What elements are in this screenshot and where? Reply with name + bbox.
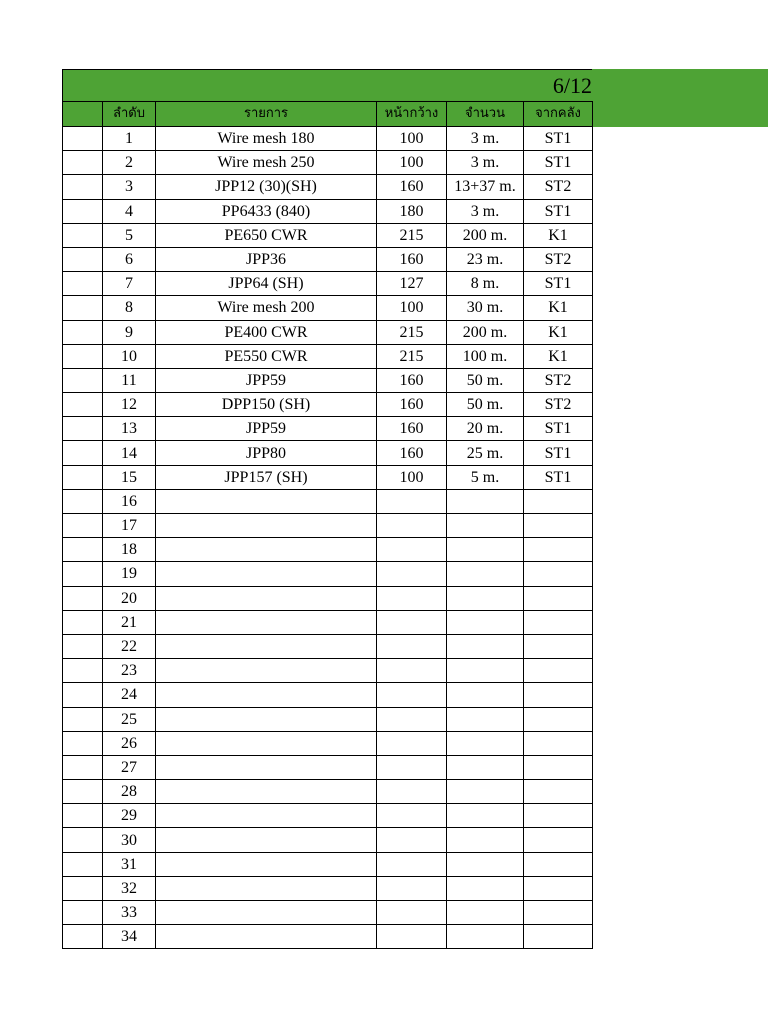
order-cell[interactable]: 25 [103,707,156,731]
item-cell[interactable] [156,489,377,513]
width-cell[interactable] [377,514,447,538]
item-cell[interactable]: DPP150 (SH) [156,393,377,417]
width-cell[interactable]: 160 [377,175,447,199]
from-warehouse-cell[interactable] [524,828,593,852]
from-warehouse-cell[interactable] [524,901,593,925]
quantity-cell[interactable] [447,683,524,707]
width-cell[interactable]: 215 [377,320,447,344]
order-cell[interactable]: 1 [103,127,156,151]
quantity-cell[interactable] [447,731,524,755]
quantity-cell[interactable] [447,876,524,900]
from-warehouse-cell[interactable]: K1 [524,344,593,368]
header-row [63,102,593,127]
width-cell[interactable]: 215 [377,223,447,247]
quantity-cell[interactable]: 100 m. [447,344,524,368]
blank-cell[interactable] [63,199,103,223]
table-row [63,586,593,610]
order-cell[interactable]: 27 [103,755,156,779]
width-cell[interactable]: 100 [377,151,447,175]
blank-cell[interactable] [63,804,103,828]
table-row [63,683,593,707]
blank-cell[interactable] [63,393,103,417]
width-cell[interactable] [377,901,447,925]
quantity-cell[interactable] [447,901,524,925]
order-cell[interactable]: 26 [103,731,156,755]
blank-cell[interactable] [63,562,103,586]
table-row [63,659,593,683]
blank-cell[interactable] [63,127,103,151]
item-cell[interactable] [156,901,377,925]
quantity-cell[interactable] [447,707,524,731]
quantity-cell[interactable] [447,804,524,828]
width-cell[interactable] [377,683,447,707]
blank-cell[interactable] [63,586,103,610]
blank-cell[interactable] [63,465,103,489]
table-row [63,828,593,852]
from-warehouse-cell[interactable]: K1 [524,320,593,344]
table-row [63,925,593,949]
blank-cell[interactable] [63,223,103,247]
order-cell[interactable]: 5 [103,223,156,247]
order-cell[interactable]: 21 [103,610,156,634]
order-cell[interactable]: 13 [103,417,156,441]
item-cell[interactable]: PE650 CWR [156,223,377,247]
table-row [63,804,593,828]
from-warehouse-cell[interactable]: ST1 [524,272,593,296]
width-cell[interactable]: 215 [377,344,447,368]
item-cell[interactable] [156,586,377,610]
width-cell[interactable]: 100 [377,127,447,151]
width-cell[interactable] [377,780,447,804]
blank-cell[interactable] [63,876,103,900]
order-cell[interactable]: 33 [103,901,156,925]
item-cell[interactable] [156,755,377,779]
quantity-cell[interactable]: 3 m. [447,151,524,175]
blank-cell[interactable] [63,538,103,562]
blank-cell[interactable] [63,296,103,320]
from-warehouse-cell[interactable]: K1 [524,296,593,320]
blank-cell[interactable] [63,272,103,296]
quantity-cell[interactable]: 50 m. [447,368,524,392]
from-warehouse-cell[interactable] [524,659,593,683]
table-row [63,876,593,900]
order-cell[interactable]: 6 [103,247,156,271]
order-cell[interactable]: 31 [103,852,156,876]
header-width[interactable]: หน้ากว้าง [377,102,447,127]
order-cell[interactable]: 29 [103,804,156,828]
blank-cell[interactable] [63,780,103,804]
width-cell[interactable] [377,876,447,900]
table-row [63,175,593,199]
header-quantity[interactable]: จำนวน [447,102,524,127]
table-row [63,296,593,320]
quantity-cell[interactable]: 3 m. [447,199,524,223]
item-cell[interactable] [156,707,377,731]
table-row [63,852,593,876]
order-cell[interactable]: 2 [103,151,156,175]
table-body [63,127,593,949]
order-cell[interactable]: 10 [103,344,156,368]
from-warehouse-cell[interactable] [524,538,593,562]
item-cell[interactable] [156,514,377,538]
width-cell[interactable] [377,804,447,828]
quantity-cell[interactable]: 5 m. [447,465,524,489]
order-cell[interactable]: 19 [103,562,156,586]
table-row [63,199,593,223]
blank-cell[interactable] [63,634,103,658]
width-cell[interactable] [377,707,447,731]
item-cell[interactable] [156,804,377,828]
width-cell[interactable] [377,828,447,852]
quantity-cell[interactable] [447,634,524,658]
from-warehouse-cell[interactable]: ST2 [524,175,593,199]
item-cell[interactable]: PE550 CWR [156,344,377,368]
item-cell[interactable]: JPP12 (30)(SH) [156,175,377,199]
item-cell[interactable]: JPP157 (SH) [156,465,377,489]
width-cell[interactable] [377,562,447,586]
width-cell[interactable]: 160 [377,247,447,271]
from-warehouse-cell[interactable] [524,634,593,658]
width-cell[interactable]: 160 [377,368,447,392]
order-cell[interactable]: 30 [103,828,156,852]
from-warehouse-cell[interactable] [524,852,593,876]
order-cell[interactable]: 9 [103,320,156,344]
item-cell[interactable] [156,780,377,804]
table-row [63,514,593,538]
from-warehouse-cell[interactable]: ST1 [524,127,593,151]
quantity-cell[interactable] [447,828,524,852]
width-cell[interactable] [377,731,447,755]
order-cell[interactable]: 16 [103,489,156,513]
item-cell[interactable]: JPP59 [156,417,377,441]
item-cell[interactable] [156,683,377,707]
blank-cell[interactable] [63,828,103,852]
item-cell[interactable]: JPP59 [156,368,377,392]
order-cell[interactable]: 32 [103,876,156,900]
quantity-cell[interactable] [447,489,524,513]
quantity-cell[interactable]: 23 m. [447,247,524,271]
quantity-cell[interactable] [447,780,524,804]
sheet-title: 6/12 [552,73,592,98]
table-row [63,562,593,586]
item-cell[interactable] [156,634,377,658]
table-row [63,320,593,344]
blank-cell[interactable] [63,852,103,876]
quantity-cell[interactable]: 3 m. [447,127,524,151]
quantity-cell[interactable]: 200 m. [447,320,524,344]
quantity-cell[interactable]: 20 m. [447,417,524,441]
quantity-cell[interactable] [447,562,524,586]
order-cell[interactable]: 11 [103,368,156,392]
item-cell[interactable] [156,659,377,683]
width-cell[interactable] [377,852,447,876]
from-warehouse-cell[interactable] [524,731,593,755]
blank-cell[interactable] [63,514,103,538]
order-cell[interactable]: 20 [103,586,156,610]
from-warehouse-cell[interactable] [524,707,593,731]
from-warehouse-cell[interactable] [524,514,593,538]
blank-cell[interactable] [63,707,103,731]
blank-cell[interactable] [63,368,103,392]
table-row [63,489,593,513]
order-cell[interactable]: 8 [103,296,156,320]
order-cell[interactable]: 34 [103,925,156,949]
order-cell[interactable]: 23 [103,659,156,683]
item-cell[interactable] [156,731,377,755]
table-row [63,223,593,247]
table-row [63,755,593,779]
width-cell[interactable]: 160 [377,441,447,465]
blank-cell[interactable] [63,489,103,513]
table-row [63,127,593,151]
blank-cell[interactable] [63,320,103,344]
from-warehouse-cell[interactable] [524,489,593,513]
item-cell[interactable] [156,828,377,852]
from-warehouse-cell[interactable] [524,755,593,779]
table-row [63,247,593,271]
inventory-table [62,101,593,949]
blank-cell[interactable] [63,925,103,949]
table-row [63,610,593,634]
quantity-cell[interactable] [447,514,524,538]
quantity-cell[interactable]: 25 m. [447,441,524,465]
table-row [63,538,593,562]
blank-cell[interactable] [63,175,103,199]
from-warehouse-cell[interactable]: K1 [524,223,593,247]
table-row [63,707,593,731]
order-cell[interactable]: 14 [103,441,156,465]
table-row [63,901,593,925]
table-row [63,634,593,658]
quantity-cell[interactable]: 13+37 m. [447,175,524,199]
width-cell[interactable] [377,634,447,658]
order-cell[interactable]: 17 [103,514,156,538]
blank-cell[interactable] [63,417,103,441]
order-cell[interactable]: 22 [103,634,156,658]
table-row [63,368,593,392]
item-cell[interactable]: PP6433 (840) [156,199,377,223]
width-cell[interactable] [377,925,447,949]
table-row [63,344,593,368]
from-warehouse-cell[interactable] [524,780,593,804]
width-cell[interactable]: 127 [377,272,447,296]
item-cell[interactable]: JPP64 (SH) [156,272,377,296]
blank-cell[interactable] [63,441,103,465]
item-cell[interactable] [156,562,377,586]
blank-cell[interactable] [63,755,103,779]
quantity-cell[interactable] [447,852,524,876]
blank-cell[interactable] [63,344,103,368]
from-warehouse-cell[interactable] [524,562,593,586]
item-cell[interactable]: JPP36 [156,247,377,271]
order-cell[interactable]: 24 [103,683,156,707]
order-cell[interactable]: 3 [103,175,156,199]
table-row [63,272,593,296]
quantity-cell[interactable]: 30 m. [447,296,524,320]
from-warehouse-cell[interactable]: ST1 [524,151,593,175]
header-blank[interactable] [63,102,103,127]
from-warehouse-cell[interactable] [524,876,593,900]
quantity-cell[interactable] [447,755,524,779]
item-cell[interactable] [156,610,377,634]
width-cell[interactable]: 100 [377,465,447,489]
blank-cell[interactable] [63,683,103,707]
width-cell[interactable] [377,586,447,610]
width-cell[interactable]: 180 [377,199,447,223]
order-cell[interactable]: 4 [103,199,156,223]
table-row [63,393,593,417]
item-cell[interactable]: JPP80 [156,441,377,465]
header-from-warehouse[interactable]: จากคลัง [524,102,593,127]
quantity-cell[interactable]: 50 m. [447,393,524,417]
quantity-cell[interactable] [447,925,524,949]
table-row [63,417,593,441]
width-cell[interactable] [377,755,447,779]
from-warehouse-cell[interactable]: ST1 [524,465,593,489]
table-row [63,731,593,755]
quantity-cell[interactable]: 8 m. [447,272,524,296]
item-cell[interactable]: Wire mesh 180 [156,127,377,151]
from-warehouse-cell[interactable]: ST2 [524,247,593,271]
width-cell[interactable]: 100 [377,296,447,320]
item-cell[interactable]: PE400 CWR [156,320,377,344]
from-warehouse-cell[interactable]: ST2 [524,368,593,392]
quantity-cell[interactable] [447,538,524,562]
order-cell[interactable]: 18 [103,538,156,562]
blank-cell[interactable] [63,247,103,271]
item-cell[interactable] [156,538,377,562]
from-warehouse-cell[interactable] [524,586,593,610]
header-order[interactable]: ลำดับ [103,102,156,127]
from-warehouse-cell[interactable]: ST1 [524,441,593,465]
item-cell[interactable]: Wire mesh 250 [156,151,377,175]
quantity-cell[interactable]: 200 m. [447,223,524,247]
item-cell[interactable] [156,925,377,949]
width-cell[interactable]: 160 [377,417,447,441]
order-cell[interactable]: 28 [103,780,156,804]
from-warehouse-cell[interactable] [524,925,593,949]
table-row [63,465,593,489]
table-row [63,441,593,465]
width-cell[interactable] [377,538,447,562]
blank-cell[interactable] [63,659,103,683]
from-warehouse-cell[interactable] [524,804,593,828]
from-warehouse-cell[interactable]: ST2 [524,393,593,417]
blank-cell[interactable] [63,610,103,634]
from-warehouse-cell[interactable] [524,683,593,707]
item-cell[interactable] [156,876,377,900]
header-item[interactable]: รายการ [156,102,377,127]
item-cell[interactable] [156,852,377,876]
item-cell[interactable]: Wire mesh 200 [156,296,377,320]
blank-cell[interactable] [63,731,103,755]
quantity-cell[interactable] [447,610,524,634]
table-row [63,780,593,804]
order-cell[interactable]: 7 [103,272,156,296]
width-cell[interactable] [377,610,447,634]
from-warehouse-cell[interactable]: ST1 [524,199,593,223]
from-warehouse-cell[interactable]: ST1 [524,417,593,441]
from-warehouse-cell[interactable] [524,610,593,634]
quantity-cell[interactable] [447,586,524,610]
width-cell[interactable] [377,489,447,513]
table-row [63,151,593,175]
blank-cell[interactable] [63,901,103,925]
blank-cell[interactable] [63,151,103,175]
order-cell[interactable]: 15 [103,465,156,489]
width-cell[interactable]: 160 [377,393,447,417]
width-cell[interactable] [377,659,447,683]
quantity-cell[interactable] [447,659,524,683]
order-cell[interactable]: 12 [103,393,156,417]
